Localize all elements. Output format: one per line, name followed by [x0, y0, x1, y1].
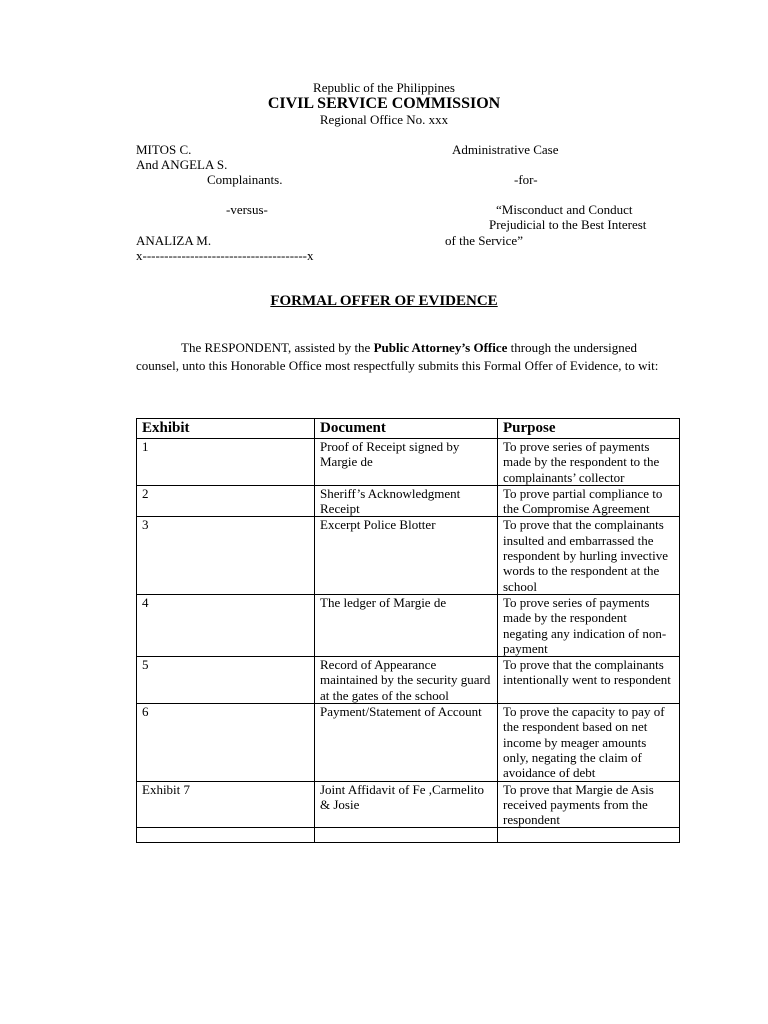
purpose-cell: To prove that the complainants insulted and embarrassed the respondent by hurling invective words to the respondent at the school	[498, 517, 680, 594]
case-type: Administrative Case	[452, 142, 559, 157]
intro-office-name: Public Attorney’s Office	[373, 340, 508, 355]
republic-line: Republic of the Philippines	[313, 80, 455, 95]
table-row-blank	[137, 828, 680, 843]
commission-title: CIVIL SERVICE COMMISSION	[267, 95, 501, 112]
purpose-cell: To prove partial compliance to the Compromise Agreement	[498, 485, 680, 517]
document-cell: Payment/Statement of Account	[315, 704, 498, 781]
complainants-label: Complainants.	[207, 172, 283, 187]
document-cell: Excerpt Police Blotter	[315, 517, 498, 594]
intro-paragraph	[136, 339, 676, 375]
intro-part-1: The RESPONDENT, assisted by the	[181, 340, 374, 355]
table-row	[137, 704, 680, 781]
document-cell: Record of Appearance maintained by the security guard at the gates of the school	[315, 657, 498, 704]
exhibit-cell: 2	[137, 485, 315, 517]
purpose-cell: To prove series of payments made by the respondent negating any indication of non-payment	[498, 594, 680, 656]
purpose-cell: To prove series of payments made by the respondent to the complainants’ collector	[498, 439, 680, 486]
formal-offer-title: FORMAL OFFER OF EVIDENCE	[270, 293, 498, 309]
purpose-cell: To prove that the complainants intentionally went to respondent	[498, 657, 680, 704]
charge-line-2: Prejudicial to the Best Interest	[489, 217, 647, 232]
charge-line-1: “Misconduct and Conduct	[496, 202, 633, 217]
complainant-2: And ANGELA S.	[136, 157, 228, 172]
exhibit-cell: 3	[137, 517, 315, 594]
exhibit-cell: 1	[137, 439, 315, 486]
header-exhibit: Exhibit	[137, 419, 315, 439]
regional-office: Regional Office No. xxx	[319, 112, 449, 127]
document-cell: Joint Affidavit of Fe ,Carmelito & Josie	[315, 781, 498, 828]
exhibit-cell: Exhibit 7	[137, 781, 315, 828]
header-purpose: Purpose	[498, 419, 680, 439]
purpose-cell: To prove that Margie de Asis received payments from the respondent	[498, 781, 680, 828]
document-cell: Proof of Receipt signed by Margie de	[315, 439, 498, 486]
purpose-cell: To prove the capacity to pay of the respondent based on net income by meager amounts only, negating the claim of avoidance of debt	[498, 704, 680, 781]
document-cell: Sheriff’s Acknowledgment Receipt	[315, 485, 498, 517]
exhibit-cell: 6	[137, 704, 315, 781]
blank-cell	[315, 828, 498, 843]
table-row	[137, 517, 680, 594]
evidence-table	[136, 418, 680, 843]
charge-line-3: of the Service”	[445, 233, 523, 248]
for-label: -for-	[514, 172, 538, 187]
table-row	[137, 439, 680, 486]
versus-label: -versus-	[226, 202, 268, 217]
exhibit-cell: 4	[137, 594, 315, 656]
document-cell: The ledger of Margie de	[315, 594, 498, 656]
table-row	[137, 594, 680, 656]
respondent-name: ANALIZA M.	[136, 233, 212, 248]
caption-separator: x--------------------------------------x	[136, 248, 314, 263]
table-row	[137, 657, 680, 704]
table-row	[137, 485, 680, 517]
table-header-row	[137, 419, 680, 439]
exhibit-cell: 5	[137, 657, 315, 704]
complainant-1: MITOS C.	[136, 142, 192, 157]
intro-part-2: through the undersigned counsel, unto this Honorable Office most respectfully submits this Formal Offer of Evidence, to wit:	[136, 340, 659, 373]
table-row	[137, 781, 680, 828]
blank-cell	[498, 828, 680, 843]
blank-cell	[137, 828, 315, 843]
header-document: Document	[315, 419, 498, 439]
